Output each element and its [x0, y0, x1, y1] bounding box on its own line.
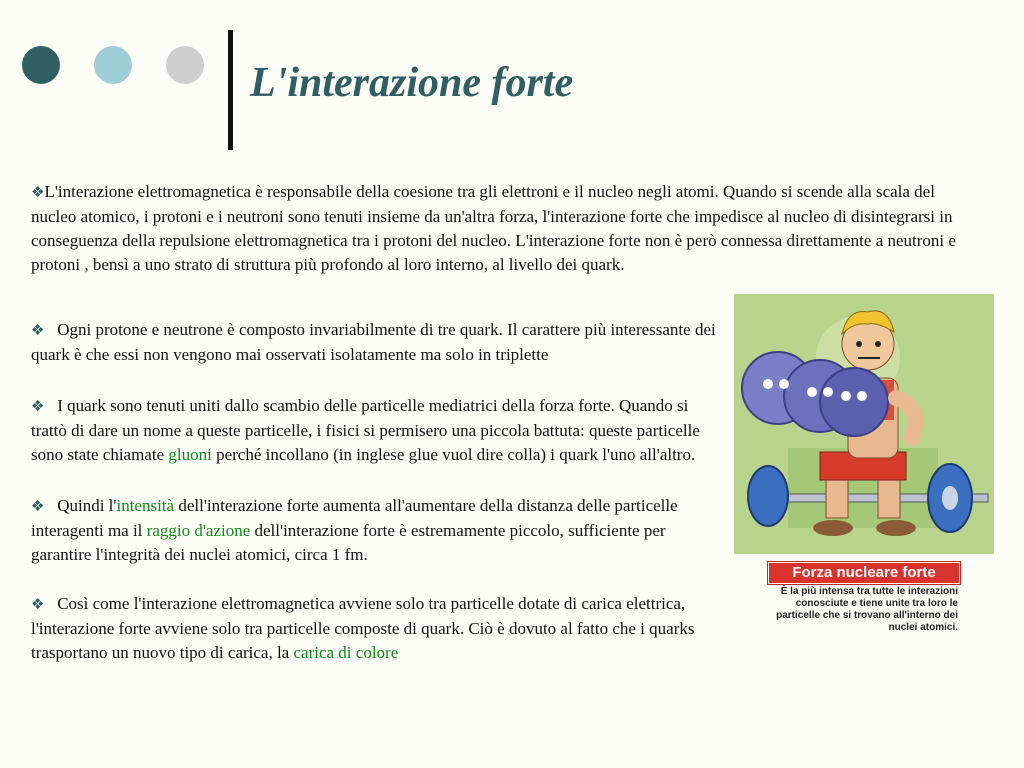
- paragraph-intro: [31, 180, 961, 277]
- paragraph-text: L'interazione elettromagnetica è responsabile della coesione tra gli elettroni e il nucleo negli atomi. Quando si scende alla scala del nucleo atomico, i protoni e i neutroni sono tenuti insieme da un'altra forza, l'interazione forte che impedisce al nucleo di disintegrarsi in conseguenza della repulsione elettromagnetica tra i protoni del nucleo. L'interazione forte non è però connessa direttamente a neutroni e protoni , bensì a uno strato di struttura più profondo al loro interno, al livello dei quark.: [31, 182, 956, 274]
- decor-dot-dark: [22, 46, 60, 84]
- paragraph-text: Quindi l': [57, 496, 117, 515]
- gluoni-link[interactable]: gluoni: [168, 445, 212, 464]
- paragraph-text: dell'interazione forte aumenta all'aumentare della distanza delle particelle interagenti ma il: [31, 496, 678, 540]
- paragraph-quark-composition: [31, 318, 721, 367]
- paragraph-intensity: [31, 494, 721, 567]
- decor-dot-grey: [166, 46, 204, 84]
- title-divider: [228, 30, 233, 150]
- raggio-azione-link[interactable]: raggio d'azione: [146, 521, 251, 540]
- decor-dot-light: [94, 46, 132, 84]
- paragraph-text: perché incollano (in inglese glue vuol dire colla) i quark l'uno all'altro.: [211, 445, 696, 464]
- carica-colore-link[interactable]: carica di colore: [293, 643, 399, 662]
- figure-banner: Forza nucleare forte: [768, 562, 960, 584]
- weightlifter-cartoon: [728, 288, 998, 558]
- paragraph-gluons: [31, 394, 701, 467]
- figure-caption: È la più intensa tra tutte le interazioni conosciute e tiene unite tra loro le particelle che si trovano all'interno dei nuclei atomici.: [776, 586, 958, 633]
- paragraph-color-charge: [31, 592, 736, 665]
- intensita-link[interactable]: intensità: [116, 496, 175, 515]
- strong-force-illustration: [728, 288, 998, 638]
- bullet-icon: ❖: [31, 185, 45, 201]
- bullet-icon: ❖: [31, 499, 45, 515]
- paragraph-text: Ogni protone e neutrone è composto invariabilmente di tre quark. Il carattere più interessante dei quark è che essi non vengono mai osservati isolatamente ma solo in triplette: [31, 320, 716, 364]
- paragraph-text: dell'interazione forte è estremamente piccolo, sufficiente per garantire l'integrità dei nuclei atomici, circa 1 fm.: [31, 521, 666, 564]
- slide-title: L'interazione forte: [250, 60, 574, 106]
- paragraph-text: I quark sono tenuti uniti dallo scambio delle particelle mediatrici della forza forte. Quando si trattò di dare un nome a queste particelle, i fisici si permisero una piccola battuta: queste particelle sono state chiamate: [31, 396, 700, 464]
- bullet-icon: ❖: [31, 399, 45, 415]
- paragraph-text: Così come l'interazione elettromagnetica avviene solo tra particelle dotate di carica elettrica, l'interazione forte avviene solo tra particelle composte di quark. Ciò è dovuto al fatto che i quarks trasportano un nuovo tipo di carica, la: [31, 594, 695, 662]
- bullet-icon: ❖: [31, 597, 45, 613]
- bullet-icon: ❖: [31, 323, 45, 339]
